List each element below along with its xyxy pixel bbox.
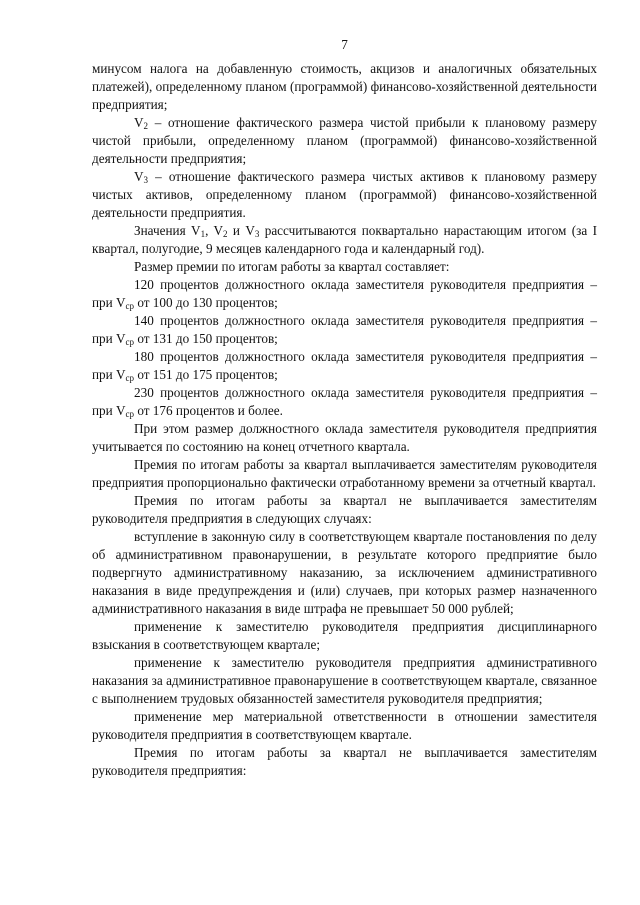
- paragraph-rate-120: [92, 276, 597, 312]
- rate-subscript: ср: [125, 337, 135, 347]
- v3-subscript: 3: [143, 175, 149, 185]
- rate-range: от 176 процентов и более.: [134, 403, 283, 418]
- v3-letter: V: [134, 169, 144, 184]
- case-disciplinary-sanction: применение к заместителю руководителя предприятия дисциплинарного взыскания в соответствующем квартале;: [92, 619, 597, 652]
- rate-text: 140 процентов должностного оклада заместителя руководителя предприятия – при V: [92, 313, 597, 346]
- paragraph-v2-definition: [92, 114, 597, 168]
- rate-subscript: ср: [125, 409, 135, 419]
- rate-text: 180 процентов должностного оклада заместителя руководителя предприятия – при V: [92, 349, 597, 382]
- rate-range: от 131 до 150 процентов;: [134, 331, 278, 346]
- v2-subscript: 2: [143, 121, 149, 131]
- rate-range: от 100 до 130 процентов;: [134, 295, 278, 310]
- values-sub-2: 2: [223, 229, 228, 239]
- rate-subscript: ср: [125, 373, 135, 383]
- rate-subscript: ср: [125, 301, 135, 311]
- v2-text: – отношение фактического размера чистой прибыли к плановому размеру чистой прибыли, определенному планом (программой) финансово-хозяйственной деятельности предприятия;: [92, 115, 597, 166]
- case-administrative-penalty-deputy: применение к заместителю руководителя предприятия административного наказания за административное правонарушение в соответствующем квартале, связанное с выполнением трудовых обязанностей заместителя руководителя предприятия;: [92, 655, 597, 706]
- paragraph-rate-180: [92, 348, 597, 384]
- values-text-2: , V: [205, 223, 224, 238]
- page-number: 7: [341, 37, 348, 52]
- paragraph-not-paid-cases-intro: Премия по итогам работы за квартал не выплачивается заместителям руководителя предприятия в следующих случаях:: [92, 493, 597, 526]
- values-text-4: рассчитываются поквартально нарастающим итогом (за I квартал, полугодие, 9 месяцев календарного года и календарный год).: [92, 223, 597, 256]
- values-sub-3: 3: [254, 229, 260, 239]
- paragraph-proportional-payment: Премия по итогам работы за квартал выплачивается заместителям руководителя предприятия пропорционально фактически отработанному времени за отчетный квартал.: [92, 457, 597, 490]
- paragraph-not-paid-intro-2: Премия по итогам работы за квартал не выплачивается заместителям руководителя предприятия:: [92, 745, 597, 778]
- paragraph-rate-140: [92, 312, 597, 348]
- rate-text: 230 процентов должностного оклада заместителя руководителя предприятия – при V: [92, 385, 597, 418]
- paragraph-v3-definition: [92, 168, 597, 222]
- paragraph-premium-size-intro: Размер премии по итогам работы за квартал составляет:: [134, 259, 450, 274]
- v2-letter: V: [134, 115, 144, 130]
- paragraph-values-calculation: [92, 222, 597, 258]
- paragraph-continuation: минусом налога на добавленную стоимость, акцизов и аналогичных обязательных платежей), определенному планом (программой) финансово-хозяйственной деятельности предприятия;: [92, 61, 597, 112]
- paragraph-rate-230: [92, 384, 597, 420]
- values-text-1: Значения V: [134, 223, 201, 238]
- document-page: [92, 36, 597, 780]
- values-sub-1: 1: [200, 229, 206, 239]
- values-text-3: и V: [227, 223, 255, 238]
- rate-range: от 151 до 175 процентов;: [134, 367, 278, 382]
- v3-text: – отношение фактического размера чистых активов к плановому размеру чистых активов, определенному планом (программой) финансово-хозяйственной деятельности предприятия.: [92, 169, 597, 220]
- paragraph-salary-note: При этом размер должностного оклада заместителя руководителя предприятия учитывается по состоянию на конец отчетного квартала.: [92, 421, 597, 454]
- rate-text: 120 процентов должностного оклада заместителя руководителя предприятия – при V: [92, 277, 597, 310]
- case-administrative-offense-enterprise: вступление в законную силу в соответствующем квартале постановления по делу об административном правонарушении, в результате которого предприятие было подвергнуто административному наказанию, за исключением административного наказания в виде предупреждения и (или) случаев, при которых размер назначенного административного наказания в виде штрафа не превышает 50 000 рублей;: [92, 529, 597, 616]
- case-material-liability: применение мер материальной ответственности в отношении заместителя руководителя предприятия в соответствующем квартале.: [92, 709, 597, 742]
